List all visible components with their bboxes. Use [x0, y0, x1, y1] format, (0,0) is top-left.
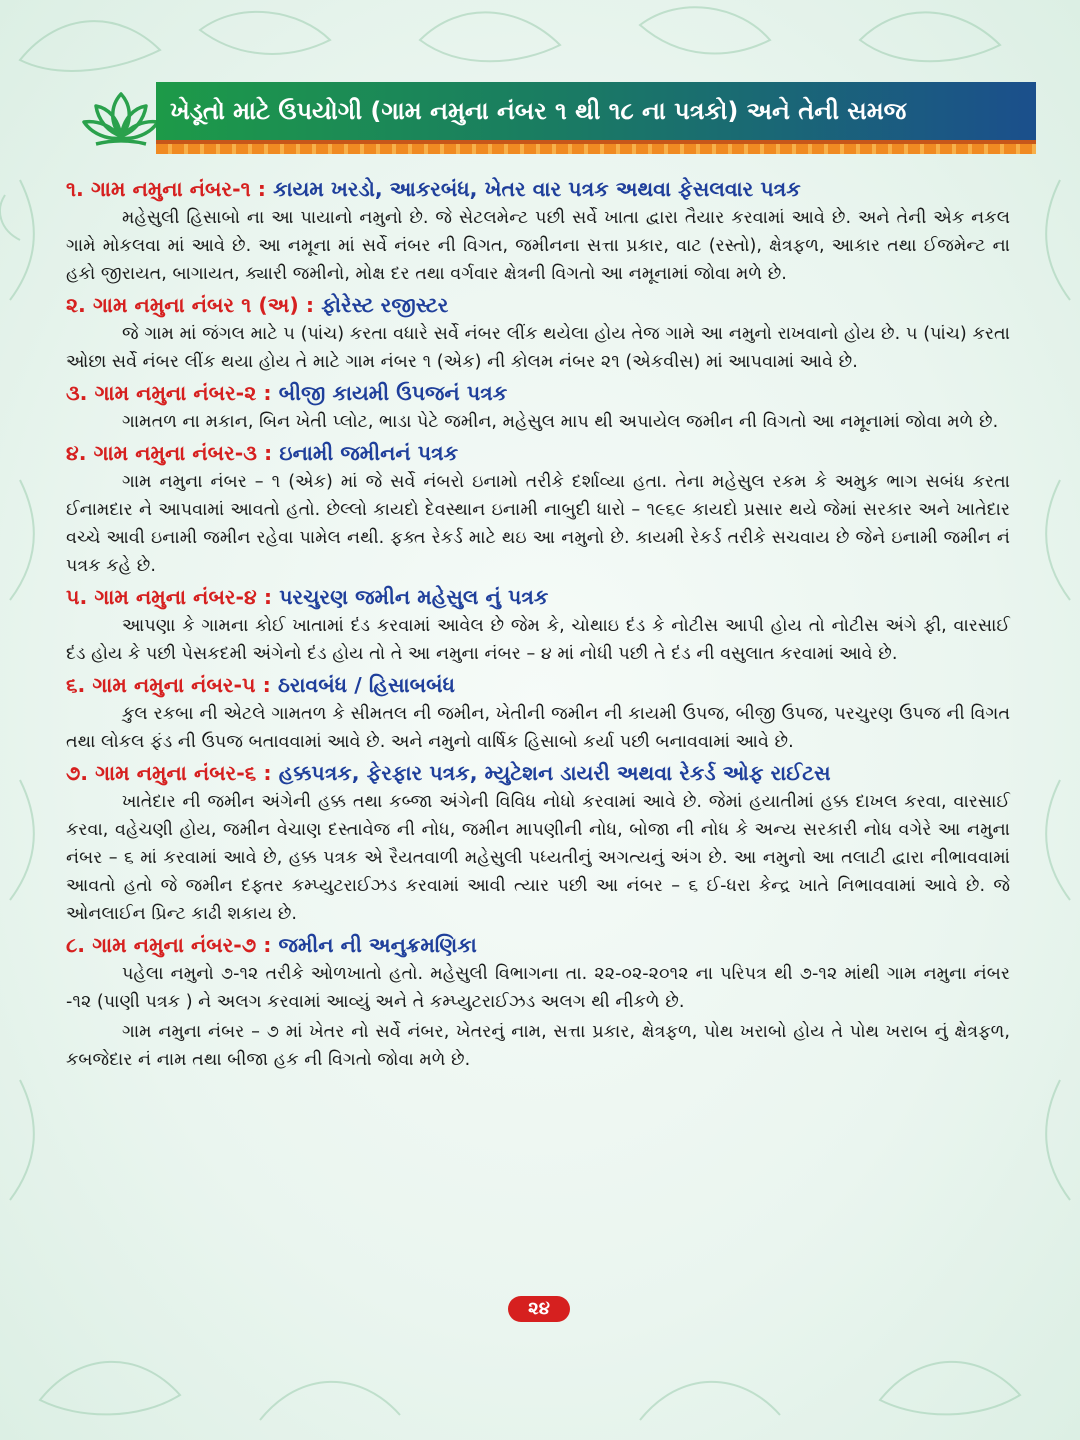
section-heading — [66, 438, 1010, 468]
section-heading — [66, 670, 1010, 700]
section-paragraph: પહેલા નમુનો ૭-૧૨ તરીકે ઓળખાતો હતો. મહેસુલી વિભાગના તા. ૨૨-૦૨-૨૦૧૨ ના પરિપત્ર થી ૭-૧૨ માંથી ગામ નમુના નંબર -૧૨ (પાણી પત્રક ) ને અલગ કરવામાં આવ્યું અને તે કમ્પ્યુટરાઈઝડ અલગ થી નીકળે છે. — [66, 964, 1010, 1012]
section — [66, 670, 1010, 756]
document-body — [66, 172, 1010, 1074]
section-title: કાયમ ખરડો, આકરબંધ, ખેતર વાર પત્રક અથવા ફેસલવાર પત્રક — [273, 177, 801, 201]
section-title: ઠરાવબંધ / હિસાબબંધ — [277, 673, 455, 697]
section — [66, 582, 1010, 668]
section-title: બીજી કાયમી ઉપજનં પત્રક — [278, 381, 508, 405]
section-number: ૭. ગામ નમુના નંબર-૬ : — [66, 761, 272, 785]
section-paragraph: આપણા કે ગામના કોઈ ખાતામાં દંડ કરવામાં આવેલ છે જેમ કે, ચોથાઇ દંડ કે નોટીસ આપી હોય તો નોટીસ અંગે ફી, વારસાઈ દંડ હોય કે પછી પેસકદમી અંગેનો દંડ હોય તો તે આ નમુના નંબર – ૪ માં નોધી પછી તે દંડ ની વસુલાત કરવામાં આવે છે. — [66, 616, 1010, 664]
section-title: ફોરેસ્ટ રજીસ્ટર — [321, 293, 449, 317]
section — [66, 758, 1010, 928]
section-paragraph: ગામ નમુના નંબર – ૭ માં ખેતર નો સર્વે નંબર, ખેતરનું નામ, સત્તા પ્રકાર, ક્ષેત્રફળ, પોથ ખરાબો હોય તે પોથ ખરાબ નું ક્ષેત્રફળ, કબજેદાર નં નામ તથા બીજા હક ની વિગતો જોવા મળે છે. — [66, 1022, 1010, 1070]
section — [66, 438, 1010, 580]
section — [66, 174, 1010, 288]
section-number: ૪. ગામ નમુના નંબર-૩ : — [66, 441, 273, 465]
lotus-icon — [78, 82, 164, 156]
section-number: ૧. ગામ નમુના નંબર-૧ : — [66, 177, 266, 201]
page-number: ૨૪ — [508, 1296, 570, 1322]
section-number: ૫. ગામ નમુના નંબર-૪ : — [66, 585, 273, 609]
title-decorative-border — [156, 140, 1036, 154]
section-title: પરચુરણ જમીન મહેસુલ નું પત્રક — [279, 585, 549, 609]
section-number: ૨. ગામ નમુના નંબર ૧ (અ) : — [66, 293, 315, 317]
page-header — [78, 82, 1036, 156]
section-paragraph: મહેસુલી હિસાબો ના આ પાયાનો નમુનો છે. જે સેટલમેન્ટ પછી સર્વે ખાતા દ્વારા તૈયાર કરવામાં આવે છે. અને તેની એક નકલ ગામે મોકલવા માં આવે છે. આ નમૂના માં સર્વે નંબર ની વિગત, જમીનના સત્તા પ્રકાર, વાટ (રસ્તો), ક્ષેત્રફળ, આકાર તથા ઈજમેન્ટ ના હકો જીરાયત, બાગાયત, ક્યારી જમીનો, મોક્ષ દર તથા વર્ગવાર ક્ષેત્રની વિગતો આ નમૂનામાં જોવા મળે છે. — [66, 208, 1010, 284]
section-number: ૩. ગામ નમુના નંબર-૨ : — [66, 381, 272, 405]
section — [66, 378, 1010, 436]
section-paragraph: ગામ નમુના નંબર – ૧ (એક) માં જે સર્વે નંબરો ઇનામો તરીકે દર્શાવ્યા હતા. તેના મહેસુલ રકમ કે અમુક ભાગ સબંધ કરતા ઈનામદાર ને આપવામાં આવતો હતો. છેલ્લો કાયદો દેવસ્થાન ઇનામી નાબુદી ધારો – ૧૯૬૯ કાયદો પ્રસાર થયે જેમાં સરકાર અને ખાતેદાર વચ્ચે આવી ઇનામી જમીન રહેવા પામેલ નથી. ફક્ત રેકર્ડ માટે થઇ આ નમુનો છે. કાયમી રેકર્ડ તરીકે સચવાય છે જેને ઇનામી જમીન નં પત્રક કહે છે. — [66, 472, 1010, 576]
section-heading — [66, 582, 1010, 612]
section-heading — [66, 174, 1010, 204]
section-heading — [66, 758, 1010, 788]
section-heading — [66, 290, 1010, 320]
page-title: ખેડૂતો માટે ઉપયોગી (ગામ નમુના નંબર ૧ થી ૧૮ ના પત્રકો) અને તેની સમજ — [156, 82, 1036, 140]
section-number: ૬. ગામ નમુના નંબર-૫ : — [66, 673, 271, 697]
section-paragraph: કુલ રકબા ની એટલે ગામતળ કે સીમતલ ની જમીન, ખેતીની જમીન ની કાયમી ઉપજ, બીજી ઉપજ, પરચુરણ ઉપજ ની વિગત તથા લોકલ ફંડ ની ઉપજ બતાવવામાં આવે છે. અને નમુનો વાર્ષિક હિસાબો કર્યા પછી બનાવવામાં આવે છે. — [66, 704, 1010, 752]
section-title: હક્કપત્રક, ફેરફાર પત્રક, મ્યુટેશન ડાયરી અથવા રેકર્ડ ઓફ રાઈટસ — [278, 761, 831, 785]
section — [66, 290, 1010, 376]
section-heading — [66, 930, 1010, 960]
section-paragraph: ખાતેદાર ની જમીન અંગેની હક્ક તથા કબ્જા અંગેની વિવિધ નોધો કરવામાં આવે છે. જેમાં હયાતીમાં હક્ક દાખલ કરવા, વારસાઈ કરવા, વહેચણી હોય, જમીન વેચાણ દસ્તાવેજ ની નોધ, જમીન માપણીની નોધ, બોજા ની નોધ કે અન્ય સરકારી નોધ વગેરે આ નમુના નંબર – ૬ માં કરવામાં આવે છે, હક્ક પત્રક એ રૈયતવાળી મહેસુલી પધ્યતીનું અગત્યનું અંગ છે. આ નમુનો આ તલાટી દ્વારા નીભાવવામાં આવતો હતો જે જમીન દફ્તર કમ્પ્યુટરાઈઝડ કરવામાં આવી ત્યાર પછી આ નંબર – ૬ ઈ-ધરા કેન્દ્ર ખાતે નિભાવવામાં આવે છે. જે ઓનલાઈન પ્રિન્ટ કાઢી શકાય છે. — [66, 792, 1010, 924]
section-paragraph: ગામતળ ના મકાન, બિન ખેતી પ્લોટ, ભાડા પેટે જમીન, મહેસુલ માપ થી અપાયેલ જમીન ની વિગતો આ નમૂનામાં જોવા મળે છે. — [122, 412, 999, 432]
section-title: ઇનામી જમીનનં પત્રક — [279, 441, 459, 465]
section — [66, 930, 1010, 1074]
section-title: જમીન ની અનુક્રમણિકા — [278, 933, 477, 957]
section-heading — [66, 378, 1010, 408]
section-number: ૮. ગામ નમુના નંબર-૭ : — [66, 933, 272, 957]
section-paragraph: જે ગામ માં જંગલ માટે ૫ (પાંચ) કરતા વધારે સર્વે નંબર લીંક થયેલા હોય તેજ ગામે આ નમુનો રાખવાનો હોય છે. ૫ (પાંચ) કરતા ઓછા સર્વે નંબર લીંક થયા હોય તે માટે ગામ નંબર ૧ (એક) ની કોલમ નંબર ૨૧ (એકવીસ) માં આપવામાં આવે છે. — [66, 324, 1010, 372]
